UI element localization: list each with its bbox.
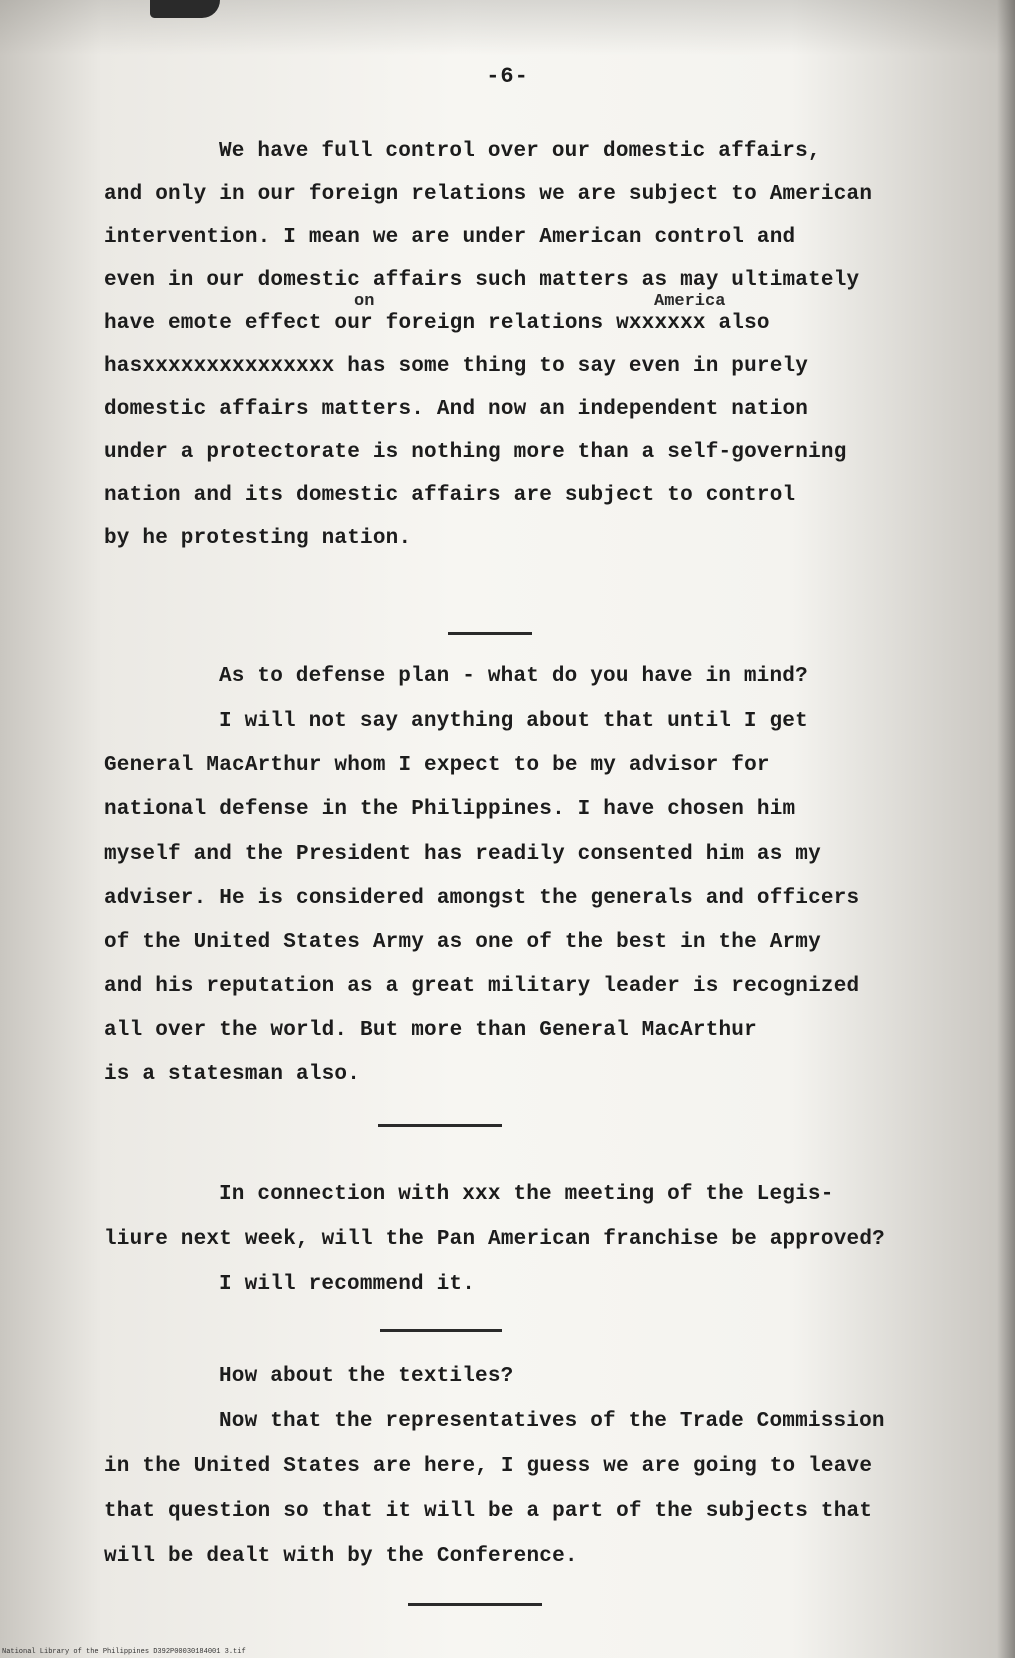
text-line: will be dealt with by the Conference. [104, 1545, 578, 1568]
page-edge-shadow [997, 0, 1015, 1658]
text-line: Now that the representatives of the Trade Commission [219, 1410, 885, 1433]
question-line: liure next week, will the Pan American franchise be approved? [104, 1228, 885, 1251]
text-line: in the United States are here, I guess we are going to leave [104, 1455, 873, 1478]
text-line: have emote effect our foreign relations wxxxxxx also [104, 312, 770, 335]
text-line: General MacArthur whom I expect to be my advisor for [104, 754, 770, 777]
text-line: domestic affairs matters. And now an independent nation [104, 398, 809, 421]
inserted-word: America [654, 292, 726, 311]
text-line: by he protesting nation. [104, 527, 412, 550]
text-line: nation and its domestic affairs are subject to control [104, 484, 796, 507]
section-divider [378, 1124, 502, 1127]
text-line: intervention. I mean we are under American control and [104, 226, 796, 249]
question-line: In connection with xxx the meeting of the Legis- [219, 1183, 834, 1206]
text-line: myself and the President has readily consented him as my [104, 843, 821, 866]
question-line: How about the textiles? [219, 1365, 514, 1388]
section-divider [380, 1329, 502, 1332]
text-line: I will not say anything about that until I get [219, 710, 808, 733]
text-line: under a protectorate is nothing more than a self-governing [104, 441, 847, 464]
text-line: I will recommend it. [219, 1273, 476, 1296]
archive-footer: National Library of the Philippines D392P00030184001 3.tif [2, 1648, 246, 1656]
text-line: is a statesman also. [104, 1063, 361, 1086]
text-line: even in our domestic affairs such matters as may ultimately [104, 269, 860, 292]
question-line: As to defense plan - what do you have in mind? [219, 665, 808, 688]
text-line: We have full control over our domestic affairs, [219, 140, 821, 163]
text-line: adviser. He is considered amongst the generals and officers [104, 887, 860, 910]
text-line: and only in our foreign relations we are subject to American [104, 183, 873, 206]
inserted-word: on [354, 292, 375, 311]
text-line: and his reputation as a great military leader is recognized [104, 975, 860, 998]
section-divider [448, 632, 532, 635]
text-line: that question so that it will be a part of the subjects that [104, 1500, 873, 1523]
text-line: all over the world. But more than General MacArthur [104, 1019, 757, 1042]
text-line: hasxxxxxxxxxxxxxxx has some thing to say even in purely [104, 355, 809, 378]
page-number: -6- [486, 64, 529, 89]
scan-artifact [150, 0, 220, 18]
text-line: of the United States Army as one of the best in the Army [104, 931, 821, 954]
section-divider [408, 1603, 542, 1606]
text-line: national defense in the Philippines. I have chosen him [104, 798, 796, 821]
